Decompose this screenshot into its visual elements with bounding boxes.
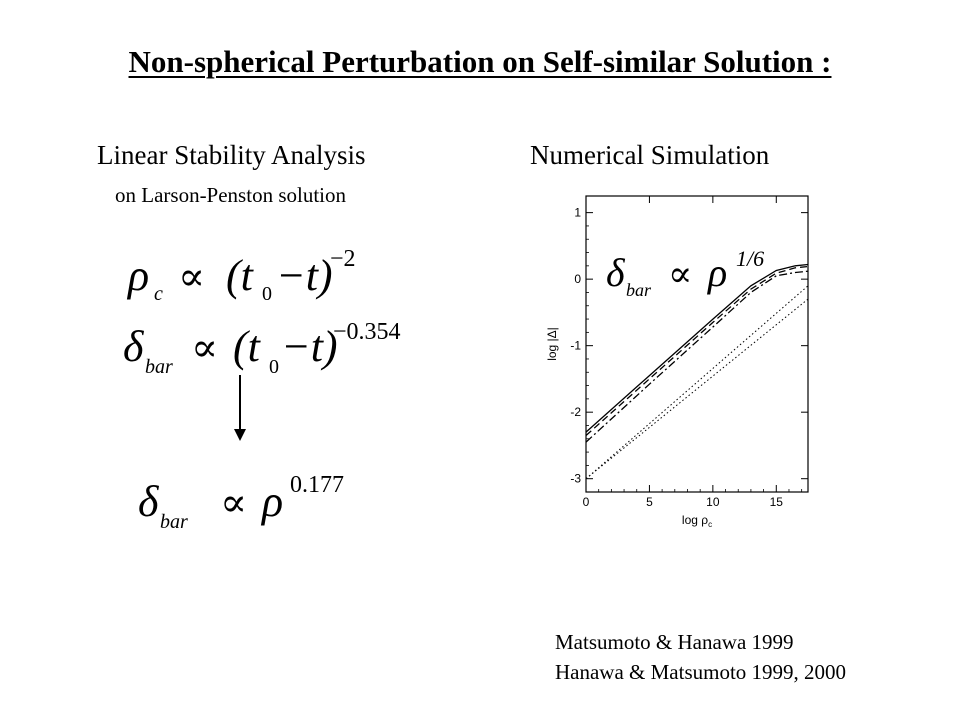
y-tick-label: -3 xyxy=(570,471,581,486)
eq-subscript: c xyxy=(154,283,163,305)
y-tick-label: 0 xyxy=(574,272,581,287)
series-line-3 xyxy=(586,271,808,442)
eq-relation: ∝ xyxy=(178,254,206,299)
eq-base-end: −t) xyxy=(276,251,333,300)
reference-2: Hanawa & Matsumoto 1999, 2000 xyxy=(555,660,847,684)
eq-base-end: −t) xyxy=(281,322,338,371)
y-tick-label: -2 xyxy=(570,405,581,420)
x-axis-label xyxy=(682,513,712,529)
y-tick-label: 1 xyxy=(574,205,581,220)
x-axis-label-main: log ρ xyxy=(681,513,709,527)
eq-symbol: δ xyxy=(123,322,144,371)
slide-title: Non-spherical Perturbation on Self-similar Solution : xyxy=(128,44,832,79)
eq-base: ρ xyxy=(262,477,284,526)
plot-frame xyxy=(586,196,808,492)
simulation-plot xyxy=(540,186,825,536)
eq-exponent: −2 xyxy=(330,246,356,272)
right-heading: Numerical Simulation xyxy=(530,140,770,170)
plot-annotation xyxy=(606,246,764,300)
x-tick-label: 0 xyxy=(582,495,590,509)
annot-subscript: bar xyxy=(626,280,652,300)
eq-symbol: δ xyxy=(138,477,159,526)
down-arrow-icon xyxy=(228,375,252,443)
eq-subscript: bar xyxy=(145,356,173,378)
plot-marks xyxy=(570,196,808,509)
plot-svg xyxy=(540,186,825,536)
annot-relation: ∝ xyxy=(668,254,693,294)
equation-rho-c xyxy=(128,242,388,312)
x-tick-label: 15 xyxy=(769,495,783,509)
x-tick-label: 10 xyxy=(706,495,720,509)
eq-base: (t xyxy=(226,251,253,300)
eq-exponent: −0.354 xyxy=(333,319,401,345)
y-axis-label: log |Δ| xyxy=(545,327,559,361)
eq-subscript: bar xyxy=(160,511,188,533)
x-tick-label: 5 xyxy=(646,495,653,509)
eq-base: (t xyxy=(233,322,260,371)
eq-base-subscript: 0 xyxy=(262,283,272,305)
equation-rho-c-svg xyxy=(128,242,388,312)
left-subheading: on Larson-Penston solution xyxy=(115,183,346,207)
eq-symbol: ρ xyxy=(128,251,150,300)
equation-delta-bar-t xyxy=(123,315,403,387)
equation-delta-bar-rho-svg xyxy=(138,470,358,542)
series-line-4 xyxy=(586,286,808,479)
annot-base: ρ xyxy=(708,250,728,295)
annot-symbol: δ xyxy=(606,250,625,295)
left-heading: Linear Stability Analysis xyxy=(97,140,366,170)
eq-relation: ∝ xyxy=(191,325,219,370)
eq-exponent: 0.177 xyxy=(290,472,344,498)
x-axis-label-subscript: c xyxy=(708,520,713,529)
equation-delta-bar-rho xyxy=(138,470,358,542)
references xyxy=(555,627,846,687)
eq-relation: ∝ xyxy=(220,480,248,525)
annot-exponent: 1/6 xyxy=(736,246,765,271)
reference-1: Matsumoto & Hanawa 1999 xyxy=(555,630,794,654)
y-tick-label: -1 xyxy=(570,338,581,353)
eq-base-subscript: 0 xyxy=(269,356,279,378)
equation-delta-bar-t-svg xyxy=(123,315,403,387)
series-line-5 xyxy=(586,299,808,479)
